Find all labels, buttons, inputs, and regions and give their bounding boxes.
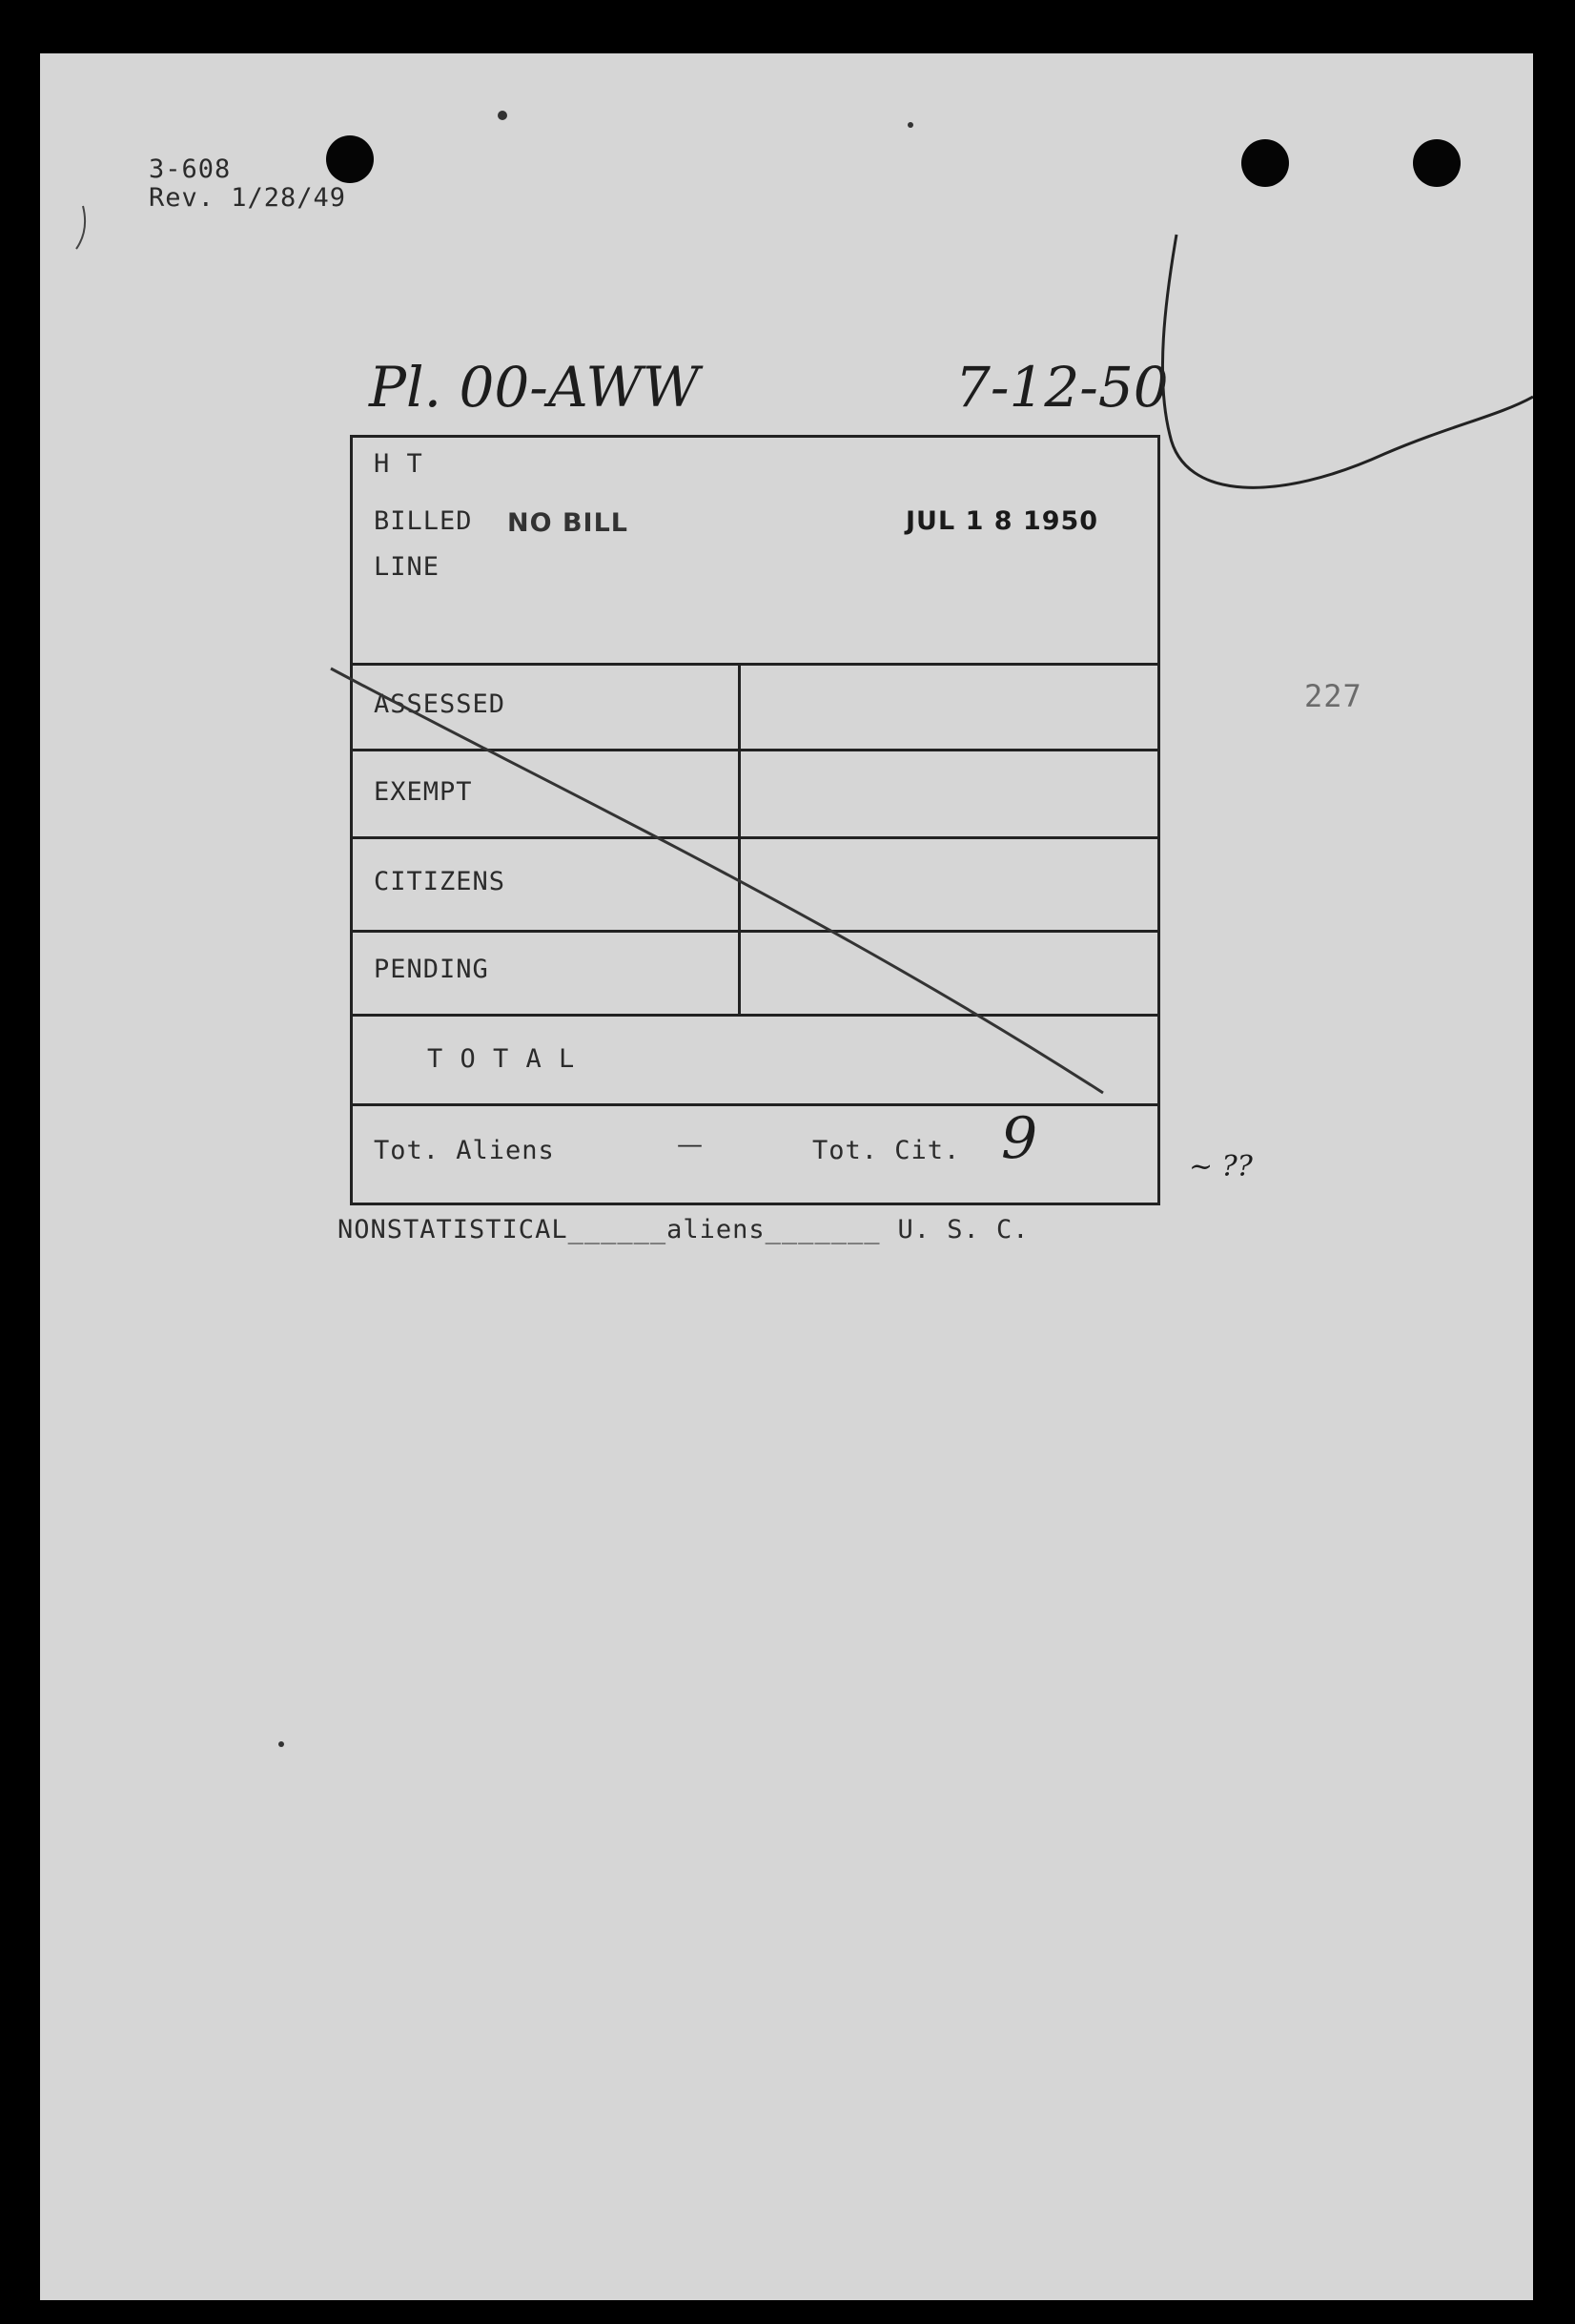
tot-aliens-value: —: [677, 1130, 704, 1160]
aliens-label: aliens: [666, 1215, 766, 1244]
citizens-label: CITIZENS: [374, 867, 506, 896]
handwritten-date: 7-12-50: [955, 355, 1169, 420]
tot-cit-label: Tot. Cit.: [812, 1136, 961, 1165]
blank-line: _______: [765, 1215, 881, 1244]
margin-pen-curve: [1162, 235, 1533, 487]
exempt-label: EXEMPT: [374, 777, 473, 807]
assessed-label: ASSESSED: [374, 689, 506, 719]
billed-label: BILLED: [374, 506, 473, 536]
pen-strokes: [40, 53, 1533, 2300]
date-received-stamp: JUL 1 8 1950: [906, 506, 1099, 536]
form-revision: Rev. 1/28/49: [149, 183, 347, 213]
ht-label: H T: [374, 449, 423, 479]
document-page: [40, 53, 1533, 2300]
no-bill-stamp: NO BILL: [507, 508, 628, 538]
tot-aliens-label: Tot. Aliens: [374, 1136, 555, 1165]
nonstatistical-label: NONSTATISTICAL: [338, 1215, 568, 1244]
diagonal-strike-line: [331, 668, 1103, 1093]
total-label: T O T A L: [427, 1044, 576, 1074]
line-label: LINE: [374, 552, 440, 582]
page-number-stamp: 227: [1304, 678, 1362, 714]
tot-cit-value: 9: [1001, 1105, 1038, 1172]
margin-tick: [76, 206, 85, 249]
pending-label: PENDING: [374, 955, 489, 984]
form-number: 3-608: [149, 154, 232, 184]
blank-line: ______: [567, 1215, 667, 1244]
usc-label: U. S. C.: [897, 1215, 1030, 1244]
side-handwritten-mark: ~ ??: [1189, 1150, 1253, 1183]
handwritten-reference: Pl. 00-AWW: [369, 355, 700, 420]
